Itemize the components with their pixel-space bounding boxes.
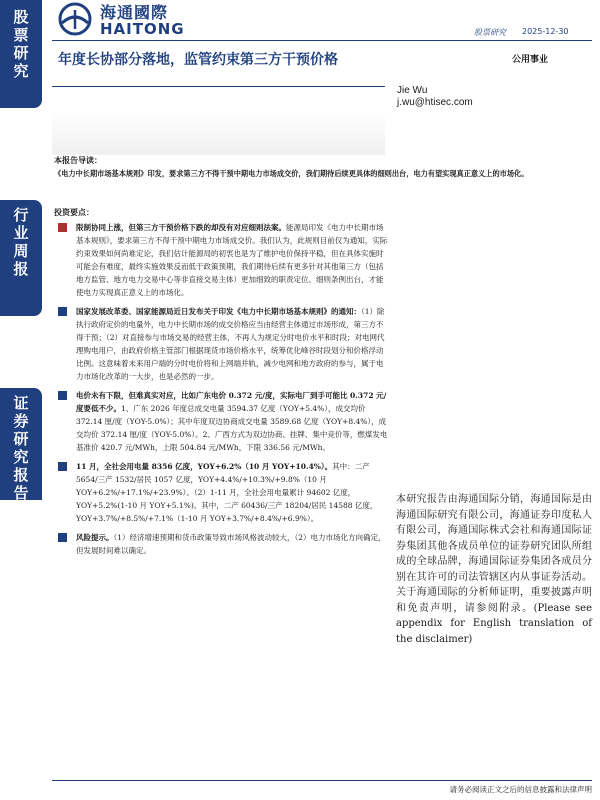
haitong-emblem-icon: [58, 2, 92, 36]
sector-label: 公用事业: [512, 55, 549, 65]
footer-divider: [52, 780, 592, 781]
sidebar-char: 行: [13, 206, 29, 224]
report-title: 年度长协部分落地，监管约束第三方干预价格: [58, 52, 338, 68]
footer-notice: 请务必阅读正文之后的信息披露和法律声明: [449, 785, 592, 794]
logo-chinese-name: 海通國際: [100, 3, 169, 22]
sidebar-char: 研: [13, 430, 29, 448]
list-item: [58, 389, 388, 454]
logo-english-name: HAITONG: [100, 20, 185, 38]
title-divider: [52, 86, 385, 87]
points-heading: 投资要点：: [54, 207, 94, 217]
guide-text: 《电力中长期市场基本规则》印发，要求第三方不得干预中期电力市场成交价，我们期待后续更具体的细则出台，电力有望实现真正意义上的市场化。: [54, 169, 529, 178]
header-divider: [52, 40, 592, 41]
sidebar-char: 证: [13, 394, 29, 412]
sidebar-char: 股: [13, 8, 29, 26]
sidebar-char: 报: [13, 466, 29, 484]
analyst-email[interactable]: j.wu@htisec.com: [397, 97, 473, 108]
summary-shading: [52, 110, 385, 155]
list-item: [58, 460, 388, 525]
point-lead: 限制协同上涨，但第三方干预价格下跌的却没有对应细则法案。: [76, 223, 286, 232]
sidebar-tab-weekly: [0, 200, 42, 316]
point-lead: 11 月，全社会用电量 8356 亿度，YOY+6.2%（10 月 YOY+10.4%）。: [76, 462, 333, 471]
point-body: 1、广东 2026 年度总成交电量 3594.37 亿度（YOY+5.4%），成交均价 372.14 厘/度（YOY-5.0%）；其中年度双边协商成交电量 3589.68 亿度（YOY+8.4%），成交均价 372.14 厘/度（YOY-5.0%）。2、广西方式为双边协商、挂牌、集中竞价等，燃煤发电基准价 420.7 元/MWh，上限 504.84 元/MWh，下限 336.56 元/MWh。: [76, 404, 388, 452]
bullet-square-icon: [58, 307, 67, 316]
bullet-square-icon: [58, 462, 67, 471]
sidebar-tab-stock-research: [0, 0, 42, 108]
sidebar-char: 业: [13, 224, 29, 242]
sidebar-char: 周: [13, 242, 29, 260]
sidebar-char: 票: [13, 26, 29, 44]
point-body: （1）除执行政府定价的电量外，电力中长期市场的成交价格应当由经营主体通过市场形成，第三方不得干预；（2）对直接参与市场交易的经营主体，不再人为规定分时电价水平和时段；对电网代理购电用户，由政府价格主管部门根据现货市场价格水平，统筹优化峰谷时段划分和价格浮动比例。这意味着未来用户端的分时电价将和上网端并轨，减少电网和地方政府的参与，属于电力市场化改革的一大步，也是必然的一步。: [76, 307, 385, 381]
bullet-square-icon: [58, 223, 67, 232]
sidebar-char: 研: [13, 44, 29, 62]
guide-heading: 本报告导读：: [54, 155, 102, 165]
point-body: 其中：二产 5654/三产 1532/居民 1057 亿度，YOY+4.4%/+10.3%/+9.8%（10 月 YOY+6.2%/+17.1%/+23.9%）。（2）1-11 月，全社会用电量累计 94602 亿度，YOY+5.2%(1-10 月 YOY+5.1%)。其中，二产 60436/三产 18204/居民 14588 亿度，YOY+3.7%/+8.5%/+7.1%（1-10 月 YOY+3.7%/+8.4%/+6.9%）。: [76, 462, 378, 523]
point-lead: 电价未有下限，但难真实对应，比如广东电价 0.372 元/度，实际电厂到手可能比 0.372 元/度要低不少。: [76, 391, 387, 413]
point-lead: 国家发展改革委、国家能源局近日发布关于印发《电力中长期市场基本规则》的通知：: [76, 307, 361, 316]
disclaimer-text: 本研究报告由海通国际分销，海通国际是由海通国际研究有限公司，海通证券印度私人有限公司，海通国际株式会社和海通国际证券集团其他各成员单位的证券研究团队所组成的全球品牌，海通国际证券集团各成员分别在其许可的司法管辖区内从事证券活动。关于海通国际的分析师证明，重要披露声明和免责声明，请参阅附录。(Please see appendix for English translation of the disclaimer): [396, 494, 592, 645]
sidebar-tab-securities-report: [0, 388, 42, 500]
sidebar-char: 究: [13, 448, 29, 466]
haitong-logo: [52, 0, 232, 44]
sidebar-char: 究: [13, 62, 29, 80]
list-item: [58, 305, 388, 383]
point-lead: 风险提示。: [76, 533, 114, 542]
analyst-name: Jie Wu: [397, 85, 428, 96]
report-type: 股票研究: [474, 28, 506, 37]
investment-points: [58, 221, 388, 563]
list-item: [58, 531, 388, 557]
sidebar-char: 券: [13, 412, 29, 430]
report-date: 2025-12-30: [522, 27, 569, 36]
point-body: 能源局印发《电力中长期市场基本规则》，要求第三方不得干预中期电力市场成交价。我们认为，此规则目前仅为通知，实际约束效果如何尚难定论，我们估计能源局的初衷也是为了维护电价保持平稳，但在具体实施时可能会有难度，最终实施效果反而低于政策预期，我们期待后续有更多针对其他第三方（包括地方监管、地方电力交易中心等非直接交易主体）更加细致的职责定位、细则条例出台，才能使电力实现真正意义上的市场化。: [76, 223, 388, 297]
sidebar-char: 告: [13, 484, 29, 502]
bullet-square-icon: [58, 391, 67, 400]
point-body: （1）经济增速预期和货币政策导致市场风格波动较大，（2）电力市场化方向确定，但发展时间难以确定。: [76, 533, 386, 555]
list-item: [58, 221, 388, 299]
bullet-square-icon: [58, 533, 67, 542]
sidebar-char: 报: [13, 260, 29, 278]
